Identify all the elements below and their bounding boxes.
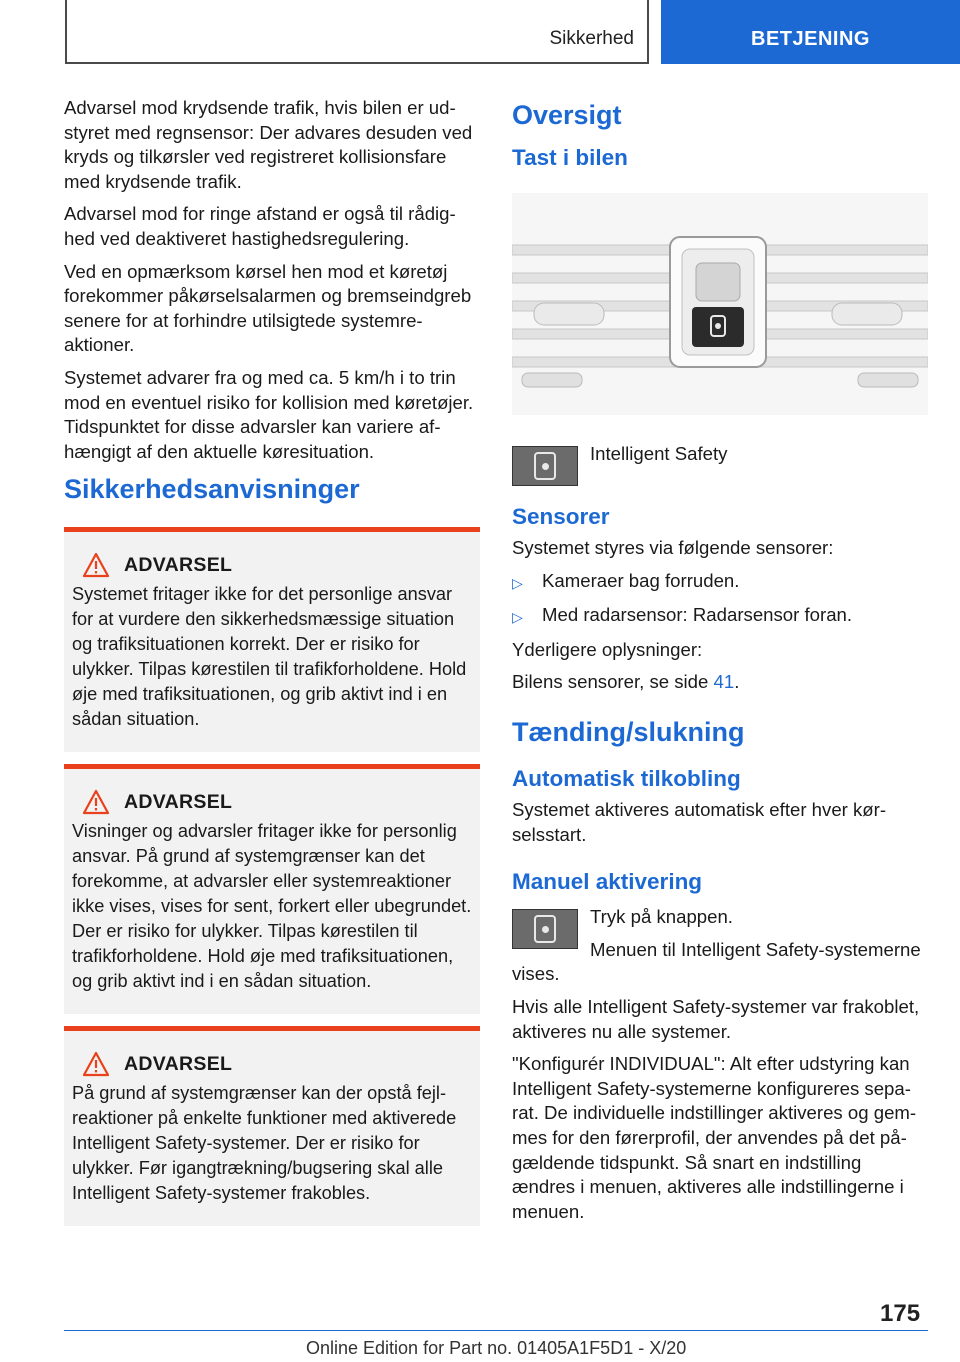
edition-footer: Online Edition for Part no. 01405A1F5D1 - X/20 xyxy=(306,1338,687,1358)
intelligent-safety-button-icon xyxy=(512,909,578,949)
warning-icon xyxy=(82,552,110,578)
sensor-reference: Bilens sensorer, se side 41. xyxy=(512,671,740,693)
left-column xyxy=(64,96,480,1238)
footer-divider xyxy=(64,1330,928,1331)
dashboard-button-photo xyxy=(512,193,928,415)
sensor-list xyxy=(512,569,928,630)
warning-title: ADVARSEL xyxy=(124,790,233,813)
warning-title: ADVARSEL xyxy=(124,553,233,576)
warning-text: Systemet fritager ikke for det personlige ansvar for at vurdere den sikkerhedsmæssige situation og trafiksituationen korrekt. Der er risiko for ulykker. Tilpas kørestilen til trafikforholdene. Hold øje med trafiksituationen, og grib aktivt ind i en sådan situation. xyxy=(72,584,467,730)
button-heading: Tast i bilen xyxy=(512,145,628,170)
chapter-tab: BETJENING xyxy=(661,0,960,64)
list-item: ▷ Kameraer bag forruden. xyxy=(512,569,928,596)
ignition-heading: Tænding/slukning xyxy=(512,716,745,747)
paragraph: Advarsel mod krydsende trafik, hvis bilen er udstyret med regnsensor: Der advares desuden ved kryds og tilkørsler ved registreret kollisionsfare med krydsende trafik. xyxy=(64,97,473,192)
button-label: Intelligent Safety xyxy=(590,443,728,464)
paragraph: Systemet advarer fra og med ca. 5 km/h i to trin mod en eventuel risiko for kollision med køretøjer. Tidspunktet for disse advarsler kan variere afhængigt af den aktuelle køresituation. xyxy=(64,366,474,462)
manual-heading: Manuel aktivering xyxy=(512,869,703,895)
bullet-triangle-icon: ▷ xyxy=(512,609,523,626)
manual-step: Menuen til Intelligent Safety-systemerne vises. xyxy=(512,938,921,985)
warning-box xyxy=(64,764,480,1014)
warning-box xyxy=(64,1026,480,1226)
manual-paragraph: "Konfigurér INDIVIDUAL": Alt efter udstyring kan Intelligent Safety-systemerne konfigureres separat. De individuelle indstillinger aktiveres og gemmes for den førerprofil, der anvendes på det pågældende tidspunkt. Så snart en indstilling ændres i menuen, aktiveres alle indstillingerne i menuen. xyxy=(512,1053,917,1222)
paragraph: Advarsel mod for ringe afstand er også til rådighed ved deaktiveret hastighedsregulering. xyxy=(64,203,456,249)
more-info: Yderligere oplysninger: xyxy=(512,638,703,660)
warning-text: Visninger og advarsler fritager ikke for personlig ansvar. På grund af systemgrænser kan det forekomme, at advarsler eller systemreaktioner ikke vises, vises for sent, forkert eller ubegrundet. Der er risiko for ulykker. Tilpas kørestilen til trafikforholdene. Hold øje med trafiksituationen, og grib aktivt ind i en sådan situation. xyxy=(72,821,472,992)
paragraph: Ved en opmærksom kørsel hen mod et køretøj forekommer påkørselsalarmen og bremseindgreb senere for at forhindre utilsigtede systemreaktioner. xyxy=(64,260,472,356)
warning-box xyxy=(64,527,480,752)
manual-step: Tryk på knappen. xyxy=(590,906,733,928)
warning-text: På grund af systemgrænser kan der opstå fejlreaktioner på enkelte funktioner med aktiverede Intelligent Safety-systemer. Der er risiko for ulykker. Før igangtrækning/bugsering skal alle Intelligent Safety-systemer frakobles. xyxy=(72,1083,457,1204)
list-item: ▷ Med radarsensor: Radarsensor foran. xyxy=(512,603,928,630)
safety-heading: Sikkerhedsanvisninger xyxy=(64,474,360,505)
warning-icon xyxy=(82,1051,110,1077)
page-number: 175 xyxy=(880,1300,921,1327)
intelligent-safety-button-icon xyxy=(512,446,578,486)
section-title: Sikkerhed xyxy=(549,28,634,49)
overview-heading: Oversigt xyxy=(512,100,622,130)
warning-icon xyxy=(82,789,110,815)
manual-paragraph: Hvis alle Intelligent Safety-systemer var frakoblet, aktiveres nu alle systemer. xyxy=(512,995,920,1042)
auto-heading: Automatisk tilkobling xyxy=(512,765,741,791)
page-link[interactable]: 41 xyxy=(713,671,735,693)
sensors-heading: Sensorer xyxy=(512,504,610,529)
right-column xyxy=(512,96,928,1232)
sensors-intro: Systemet styres via følgende sensorer: xyxy=(512,537,834,558)
warning-title: ADVARSEL xyxy=(124,1052,233,1075)
auto-text: Systemet aktiveres automatisk efter hver kørselsstart. xyxy=(512,798,887,845)
bullet-triangle-icon: ▷ xyxy=(512,574,523,591)
button-legend xyxy=(512,440,928,486)
